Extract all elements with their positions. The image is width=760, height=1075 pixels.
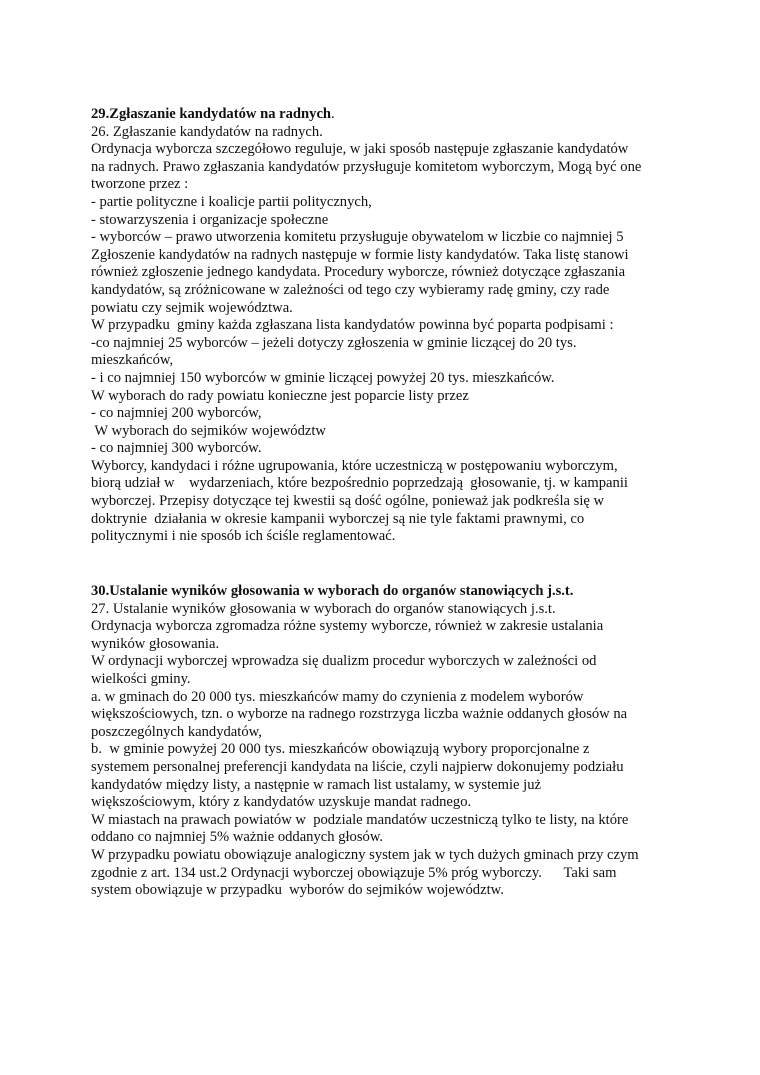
text-line: - stowarzyszenia i organizacje społeczne <box>91 211 329 228</box>
text-line: - wyborców – prawo utworzenia komitetu przysługuje obywatelom w liczbie co najmniej 5 <box>91 229 624 246</box>
text-line: Ordynacja wyborcza szczegółowo reguluje, w jaki sposób następuje zgłaszanie kandydatów <box>91 141 629 158</box>
text-line: doktrynie działania w okresie kampanii wyborczej są nie tyle faktami prawnymi, co <box>91 510 585 527</box>
text-line: 26. Zgłaszanie kandydatów na radnych. <box>91 123 323 140</box>
section-30-body <box>91 601 681 900</box>
text-line: Ordynacja wyborcza zgromadza różne systemy wyborcze, również w zakresie ustalania <box>91 618 604 635</box>
text-line: -co najmniej 25 wyborców – jeżeli dotyczy zgłoszenia w gminie liczącej do 20 tys. <box>91 334 577 351</box>
text-line: politycznymi i nie sposób ich ściśle reglamentować. <box>91 528 396 545</box>
text-line: - i co najmniej 150 wyborców w gminie liczącej powyżej 20 tys. mieszkańców. <box>91 369 555 386</box>
text-line: tworzone przez : <box>91 176 189 193</box>
text-line: wyborczej. Przepisy dotyczące tej kwestii są dość ogólne, ponieważ jak podkreśla się w <box>91 493 605 510</box>
text-line: większościowych, tzn. o wyborze na radnego rozstrzyga liczba ważnie oddanych głosów na <box>91 706 628 723</box>
text-line: Zgłoszenie kandydatów na radnych następuje w formie listy kandydatów. Taka listę stanowi <box>91 246 629 263</box>
text-line: W przypadku gminy każda zgłaszana lista kandydatów powinna być poparta podpisami : <box>91 317 614 334</box>
text-line: b. w gminie powyżej 20 000 tys. mieszkańców obowiązują wybory proporcjonalne z <box>91 741 590 758</box>
text-line: W wyborach do sejmików województw <box>91 422 326 439</box>
section-30 <box>91 583 681 900</box>
text-line: W przypadku powiatu obowiązuje analogiczny system jak w tych dużych gminach przy czym <box>91 846 639 863</box>
text-line: kandydatów między listy, a następnie w ramach list ustalamy, w systemie już <box>91 776 541 793</box>
text-line: W wyborach do rady powiatu konieczne jest poparcie listy przez <box>91 387 469 404</box>
text-line: system obowiązuje w przypadku wyborów do sejmików województw. <box>91 882 504 899</box>
text-line: poszczególnych kandydatów, <box>91 723 262 740</box>
section-29 <box>91 106 681 546</box>
section-29-body <box>91 124 681 546</box>
text-line: - co najmniej 300 wyborców. <box>91 440 262 457</box>
text-line: Wyborcy, kandydaci i różne ugrupowania, które uczestniczą w postępowaniu wyborczym, <box>91 457 618 474</box>
text-line: powiatu czy sejmik województwa. <box>91 299 293 316</box>
text-line: - co najmniej 200 wyborców, <box>91 405 262 422</box>
section-29-heading-suffix: . <box>331 106 335 122</box>
text-line: wielkości gminy. <box>91 670 191 687</box>
text-line: wyników głosowania. <box>91 635 220 652</box>
text-line: W miastach na prawach powiatów w podziale mandatów uczestniczą tylko te listy, na które <box>91 811 629 828</box>
text-line: a. w gminach do 20 000 tys. mieszkańców mamy do czynienia z modelem wyborów <box>91 688 584 705</box>
text-line: - partie polityczne i koalicje partii politycznych, <box>91 193 372 210</box>
section-30-heading: 30.Ustalanie wyników głosowania w wyborach do organów stanowiących j.s.t. <box>91 583 574 599</box>
text-line: również zgłoszenie jednego kandydata. Procedury wyborcze, również dotyczące zgłaszania <box>91 264 626 281</box>
text-line: systemem personalnej preferencji kandydata na liście, czyli najpierw dokonujemy podziału <box>91 758 624 775</box>
text-line: W ordynacji wyborczej wprowadza się dualizm procedur wyborczych w zależności od <box>91 653 597 670</box>
text-line: kandydatów, są zróżnicowane w zależności od tego czy wybieramy radę gminy, czy rade <box>91 281 610 298</box>
text-line: mieszkańców, <box>91 352 174 369</box>
text-line: oddano co najmniej 5% ważnie oddanych głosów. <box>91 829 384 846</box>
text-line: biorą udział w wydarzeniach, które bezpośrednio poprzedzają głosowanie, tj. w kampanii <box>91 475 628 492</box>
text-line: zgodnie z art. 134 ust.2 Ordynacji wyborczej obowiązuje 5% próg wyborczy. Taki sam <box>91 864 617 881</box>
text-line: 27. Ustalanie wyników głosowania w wyborach do organów stanowiących j.s.t. <box>91 600 556 617</box>
text-line: większościowym, który z kandydatów uzyskuje mandat radnego. <box>91 794 472 811</box>
section-29-heading-text: 29.Zgłaszanie kandydatów na radnych <box>91 106 332 122</box>
section-29-heading <box>91 106 681 124</box>
text-line: na radnych. Prawo zgłaszania kandydatów przysługuje komitetom wyborczym, Mogą być one <box>91 158 642 175</box>
